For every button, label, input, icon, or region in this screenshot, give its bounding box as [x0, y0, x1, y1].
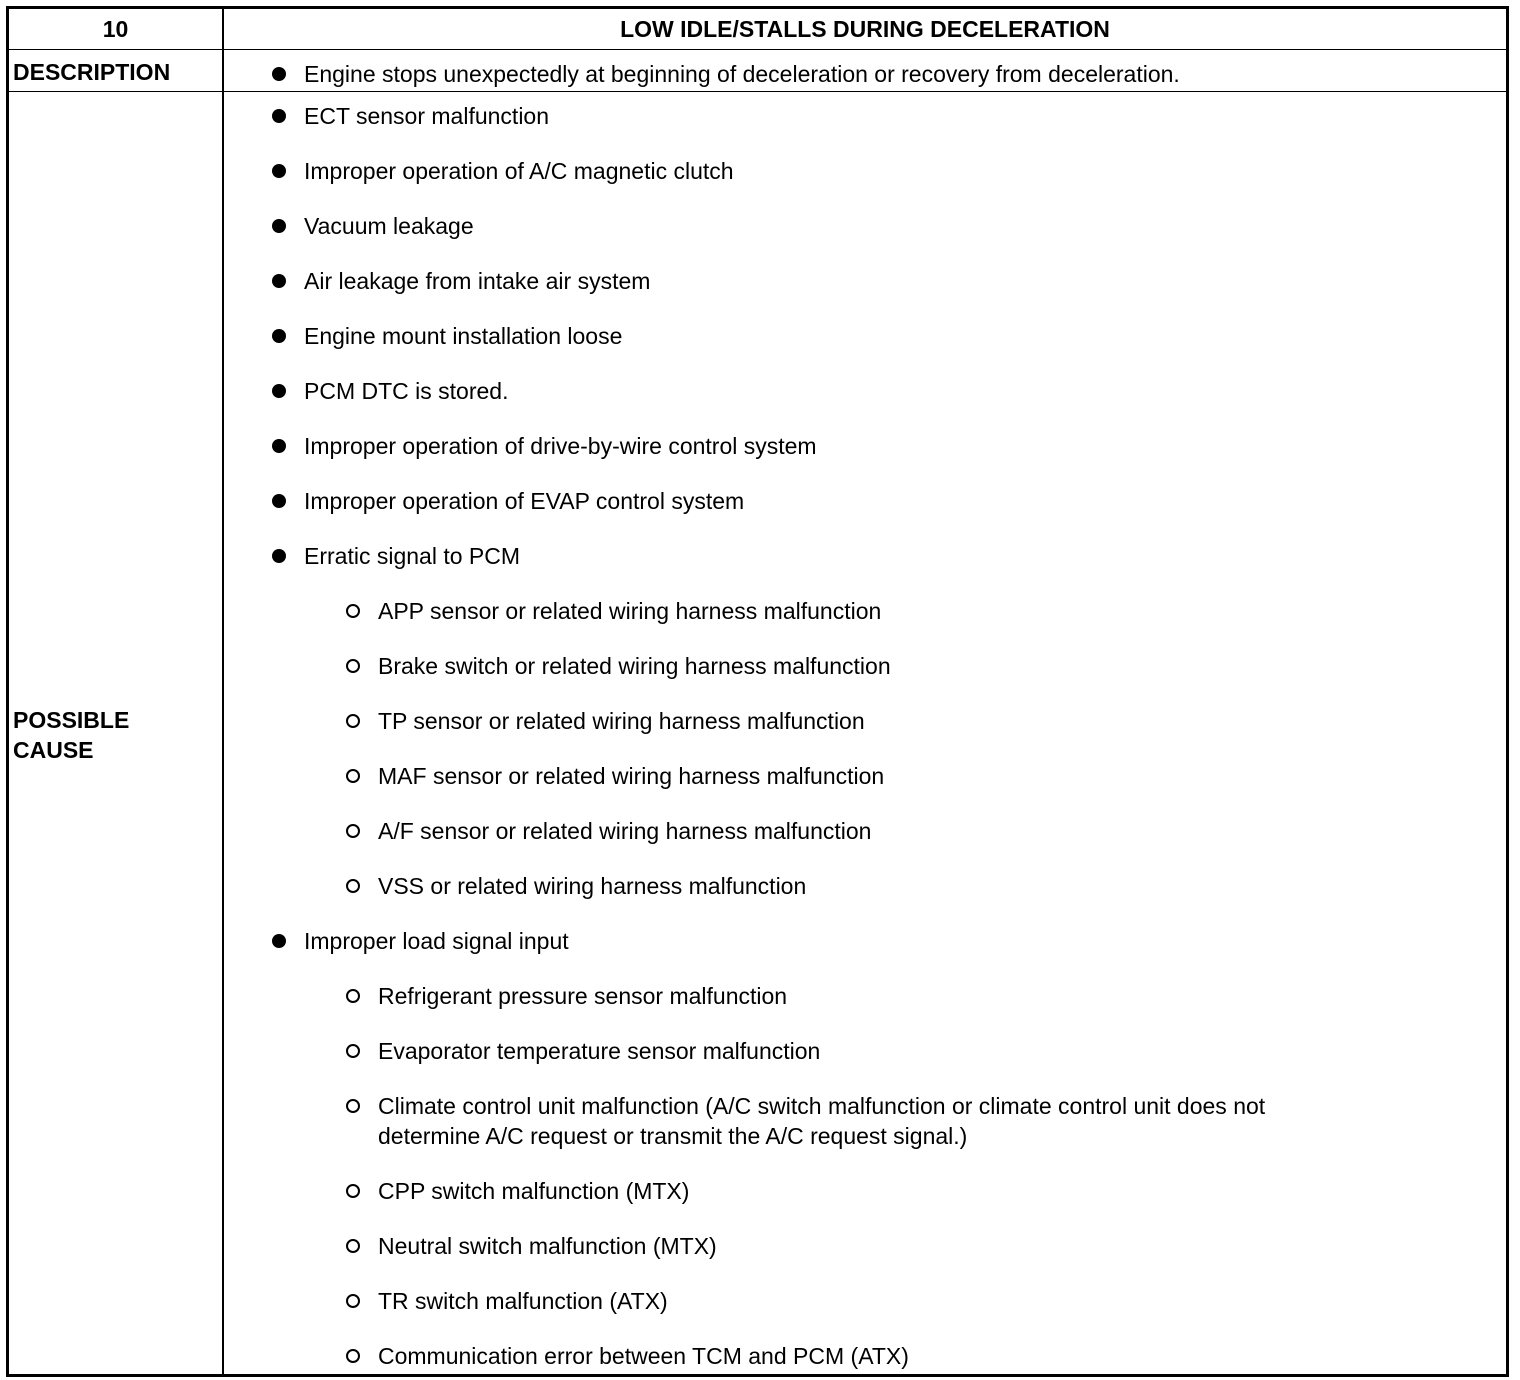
sub-bullet-icon — [346, 1044, 360, 1058]
cause-item: Vacuum leakage — [304, 213, 474, 239]
cause-sub-item: Climate control unit malfunction (A/C switch malfunction or climate control unit does not — [378, 1093, 1266, 1119]
description-text: Engine stops unexpectedly at beginning of deceleration or recovery from deceleration. — [304, 61, 1180, 87]
bullet-icon — [272, 67, 286, 81]
cause-item: Improper operation of drive-by-wire control system — [304, 433, 817, 459]
symptom-number: 10 — [102, 15, 129, 42]
cause-sub-item: Neutral switch malfunction (MTX) — [378, 1233, 717, 1259]
column-divider — [222, 9, 224, 1374]
cause-sub-item: APP sensor or related wiring harness malfunction — [378, 598, 882, 624]
bullet-icon — [272, 164, 286, 178]
sub-bullet-icon — [346, 879, 360, 893]
cause-item: Erratic signal to PCM — [304, 543, 521, 569]
cause-sub-item: Refrigerant pressure sensor malfunction — [378, 983, 788, 1009]
cause-item: Engine mount installation loose — [304, 323, 623, 349]
row-divider-header — [9, 49, 1506, 50]
bullet-icon — [272, 219, 286, 233]
sub-bullet-icon — [346, 1239, 360, 1253]
cause-item: Improper operation of EVAP control system — [304, 488, 745, 514]
row-divider-description — [9, 91, 1506, 92]
cause-sub-item: A/F sensor or related wiring harness malfunction — [378, 818, 872, 844]
sub-bullet-icon — [346, 714, 360, 728]
sub-bullet-icon — [346, 989, 360, 1003]
cause-sub-item: TP sensor or related wiring harness malfunction — [378, 708, 865, 734]
description-label: DESCRIPTION — [13, 59, 171, 85]
symptom-title: LOW IDLE/STALLS DURING DECELERATION — [620, 15, 1110, 42]
possible-cause-label — [13, 705, 213, 765]
sub-bullet-icon — [346, 1294, 360, 1308]
cause-item: PCM DTC is stored. — [304, 378, 509, 404]
sub-bullet-icon — [346, 1349, 360, 1363]
bullet-icon — [272, 384, 286, 398]
bullet-icon — [272, 494, 286, 508]
cause-sub-item: Communication error between TCM and PCM (ATX) — [378, 1343, 909, 1369]
bullet-icon — [272, 109, 286, 123]
cause-item: Improper load signal input — [304, 928, 569, 954]
bullet-icon — [272, 274, 286, 288]
sub-bullet-icon — [346, 1184, 360, 1198]
cause-sub-item: Brake switch or related wiring harness malfunction — [378, 653, 891, 679]
possible-cause-label-line1: POSSIBLE — [13, 707, 130, 733]
bullet-icon — [272, 549, 286, 563]
cause-sub-item: TR switch malfunction (ATX) — [378, 1288, 668, 1314]
sub-bullet-icon — [346, 824, 360, 838]
bullet-icon — [272, 934, 286, 948]
cause-sub-item: Evaporator temperature sensor malfunction — [378, 1038, 821, 1064]
cause-item: Air leakage from intake air system — [304, 268, 651, 294]
cause-item: Improper operation of A/C magnetic clutch — [304, 158, 734, 184]
cause-sub-item: MAF sensor or related wiring harness malfunction — [378, 763, 885, 789]
bullet-icon — [272, 439, 286, 453]
cause-sub-item: VSS or related wiring harness malfunction — [378, 873, 807, 899]
sub-bullet-icon — [346, 604, 360, 618]
sub-bullet-icon — [346, 769, 360, 783]
sub-bullet-icon — [346, 1099, 360, 1113]
sub-bullet-icon — [346, 659, 360, 673]
cause-item: ECT sensor malfunction — [304, 103, 550, 129]
bullet-icon — [272, 329, 286, 343]
diagnostic-table — [6, 6, 1509, 1377]
cause-sub-item: CPP switch malfunction (MTX) — [378, 1178, 690, 1204]
possible-cause-label-line2: CAUSE — [13, 737, 94, 763]
cause-sub-item-continued: determine A/C request or transmit the A/C request signal.) — [378, 1123, 968, 1149]
